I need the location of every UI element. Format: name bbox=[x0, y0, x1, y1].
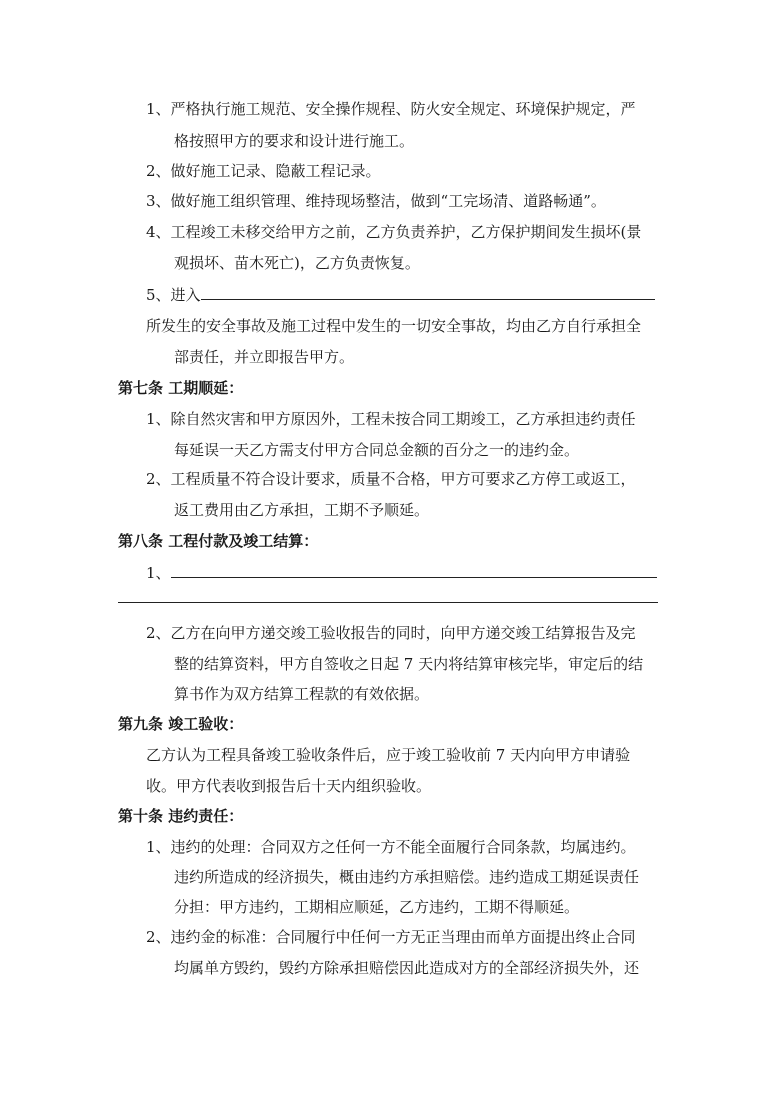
clause-10-item-1: 1、违约的处理：合同双方之任何一方不能全面履行合同条款，均属违约。 bbox=[146, 838, 636, 856]
clause-10-item-2-cont: 均属单方毁约，毁约方除承担赔偿因此造成对方的全部经济损失外，还 bbox=[174, 959, 640, 977]
clause-7-item-2-cont: 返工费用由乙方承担，工期不予顺延。 bbox=[174, 501, 430, 519]
clause-7-heading: 第七条 工期顺延： bbox=[118, 379, 244, 397]
clause-8-item-1 bbox=[146, 561, 657, 584]
clause-6-item-4: 4、工程竣工未移交给甲方之前，乙方负责养护，乙方保护期间发生损坏(景 bbox=[146, 223, 642, 241]
clause-7-item-2: 2、工程质量不符合设计要求，质量不合格，甲方可要求乙方停工或返工， bbox=[146, 470, 636, 488]
clause-7-item-1: 1、除自然灾害和甲方原因外，工程未按合同工期竣工，乙方承担违约责任 bbox=[146, 410, 636, 428]
fill-in-blank-line[interactable] bbox=[118, 602, 658, 603]
clause-8-item-2: 2、乙方在向甲方递交竣工验收报告的同时，向甲方递交竣工结算报告及完 bbox=[146, 624, 636, 642]
clause-9-heading: 第九条 竣工验收： bbox=[118, 715, 244, 733]
clause-9-text-cont: 收。甲方代表收到报告后十天内组织验收。 bbox=[146, 777, 432, 795]
clause-6-item-5-cont: 所发生的安全事故及施工过程中发生的一切安全事故，均由乙方自行承担全 bbox=[146, 317, 642, 335]
clause-10-heading: 第十条 违约责任： bbox=[118, 807, 244, 825]
clause-6-item-1: 1、严格执行施工规范、安全操作规程、防火安全规定、环境保护规定，严 bbox=[146, 100, 636, 118]
clause-6-item-5 bbox=[146, 283, 655, 306]
clause-10-item-1-cont: 违约所造成的经济损失，概由违约方承担赔偿。违约造成工期延误责任 bbox=[174, 868, 640, 886]
clause-10-item-2: 2、违约金的标准：合同履行中任何一方无正当理由而单方面提出终止合同 bbox=[146, 928, 636, 946]
clause-8-heading: 第八条 工程付款及竣工结算： bbox=[118, 532, 319, 550]
fill-in-blank[interactable] bbox=[201, 283, 655, 300]
clause-8-item-1-label: 1、 bbox=[146, 564, 171, 582]
fill-in-blank[interactable] bbox=[171, 561, 657, 578]
clause-6-item-1-cont: 格按照甲方的要求和设计进行施工。 bbox=[174, 132, 415, 150]
clause-10-item-1-cont-2: 分担：甲方违约，工期相应顺延，乙方违约，工期不得顺延。 bbox=[174, 898, 580, 916]
clause-8-item-2-cont: 整的结算资料，甲方自签收之日起 7 天内将结算审核完毕，审定后的结 bbox=[174, 655, 644, 673]
clause-8-item-2-cont-2: 算书作为双方结算工程款的有效依据。 bbox=[174, 685, 430, 703]
clause-9-text: 乙方认为工程具备竣工验收条件后，应于竣工验收前 7 天内向甲方申请验 bbox=[146, 746, 631, 764]
clause-6-item-5-cont-2: 部责任，并立即报告甲方。 bbox=[174, 348, 355, 366]
clause-7-item-1-cont: 每延误一天乙方需支付甲方合同总金额的百分之一的违约金。 bbox=[174, 441, 580, 459]
clause-6-item-2: 2、做好施工记录、隐蔽工程记录。 bbox=[146, 162, 381, 180]
clause-6-item-3: 3、做好施工组织管理、维持现场整洁，做到“工完场清、道路畅通”。 bbox=[146, 192, 606, 210]
clause-6-item-4-cont: 观损坏、苗木死亡)，乙方负责恢复。 bbox=[174, 254, 420, 272]
clause-6-item-5-label: 5、进入 bbox=[146, 286, 201, 304]
